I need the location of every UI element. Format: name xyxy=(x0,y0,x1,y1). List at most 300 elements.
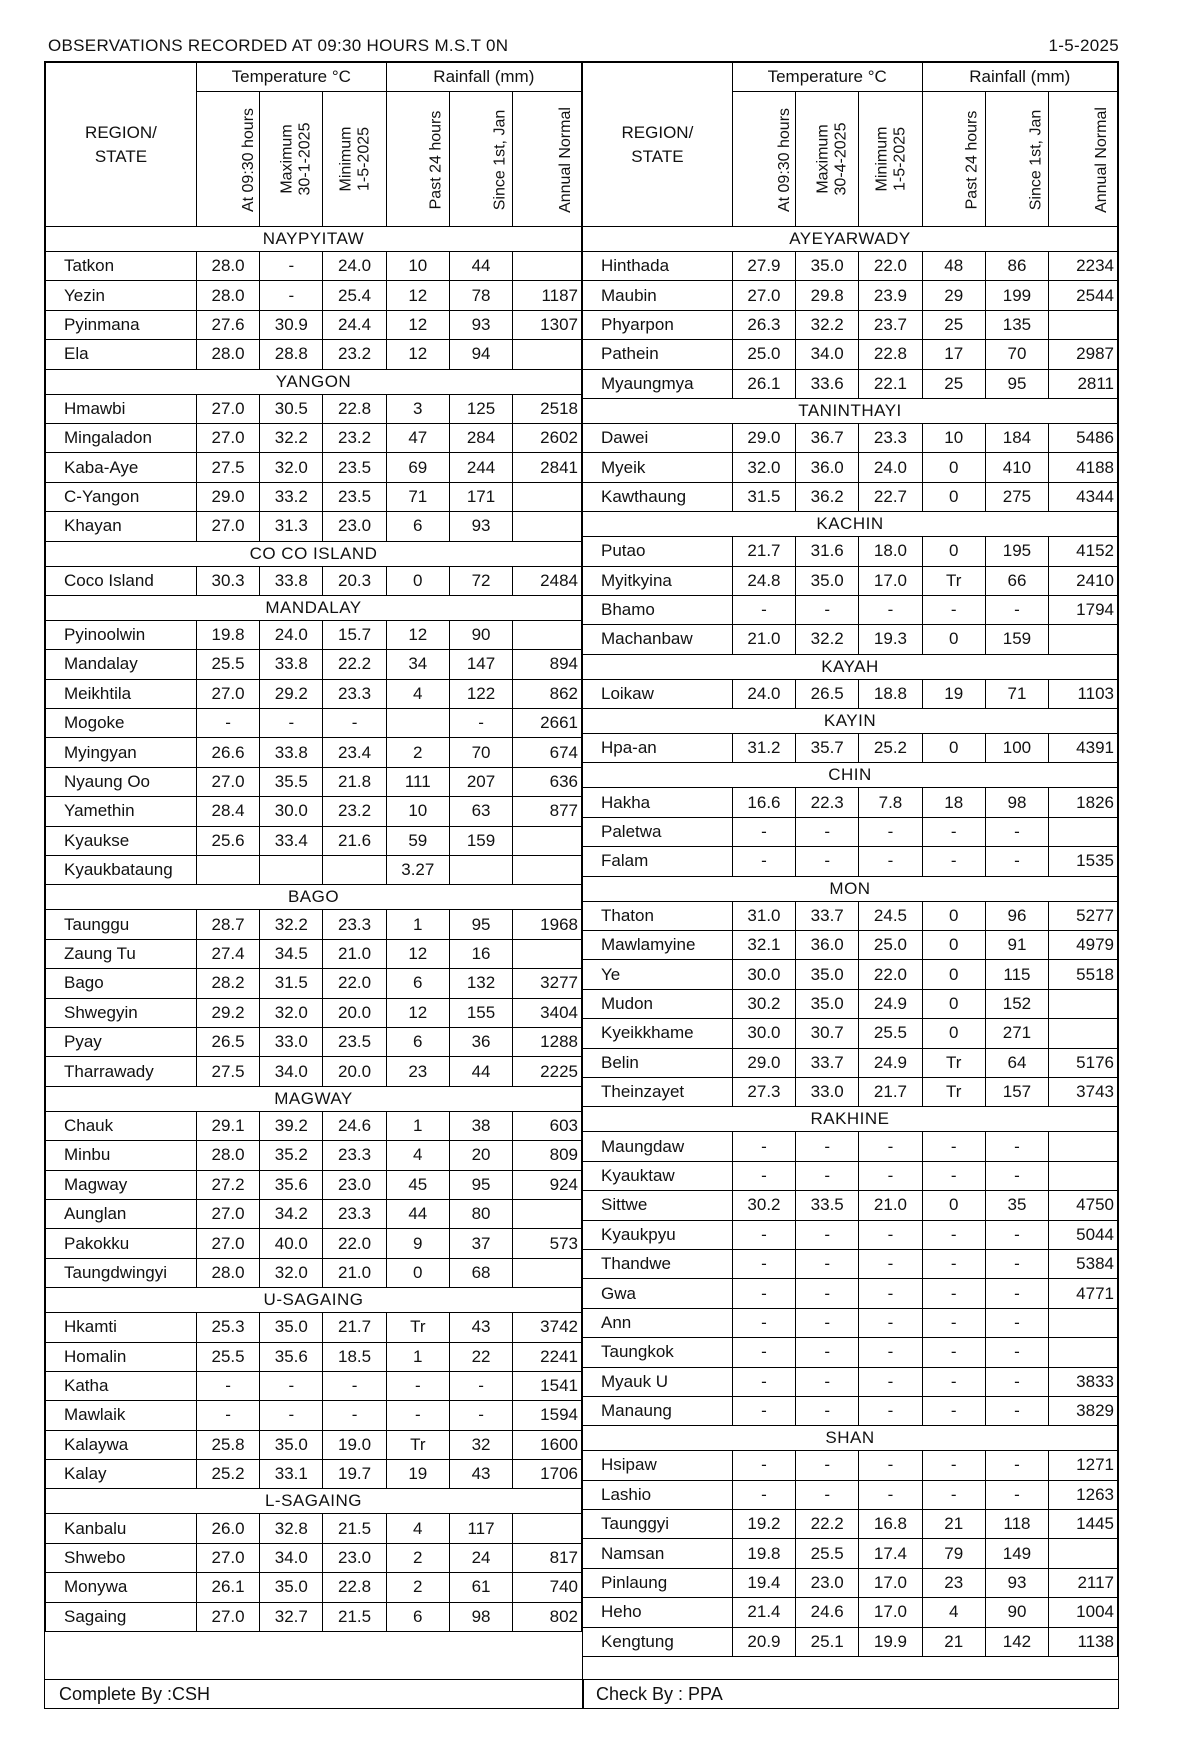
value-cell: - xyxy=(859,1396,922,1425)
value-cell: 72 xyxy=(449,566,512,595)
value-cell: 23.2 xyxy=(323,797,386,826)
table-row xyxy=(46,394,582,423)
value-cell: 23.0 xyxy=(323,1170,386,1199)
observation-sheet xyxy=(44,61,1119,1709)
value-cell: 29.2 xyxy=(260,679,323,708)
value-cell: - xyxy=(922,847,985,876)
value-cell: 23.7 xyxy=(859,310,922,339)
value-cell: 27.0 xyxy=(196,679,259,708)
value-cell xyxy=(513,939,582,968)
section-row xyxy=(583,654,1118,679)
value-cell: 93 xyxy=(449,512,512,541)
report-header xyxy=(44,34,1119,58)
value-cell: 6 xyxy=(386,512,449,541)
value-cell: 31.5 xyxy=(260,969,323,998)
value-cell: 35.0 xyxy=(796,252,859,281)
column-header xyxy=(732,92,795,227)
value-cell: 19.8 xyxy=(196,620,259,649)
value-cell: 34.2 xyxy=(260,1199,323,1228)
value-cell: 147 xyxy=(449,650,512,679)
value-cell: 4344 xyxy=(1049,482,1118,511)
value-cell: 4 xyxy=(386,679,449,708)
value-cell: 24.9 xyxy=(859,1048,922,1077)
station-name: Bhamo xyxy=(583,595,733,624)
value-cell: 66 xyxy=(985,566,1048,595)
value-cell: 2234 xyxy=(1049,252,1118,281)
value-cell: - xyxy=(260,281,323,310)
column-header-text: Minimum 1-5-2025 xyxy=(337,126,373,192)
value-cell: 32.8 xyxy=(260,1514,323,1543)
value-cell: - xyxy=(922,595,985,624)
value-cell: - xyxy=(796,817,859,846)
station-name: Myeik xyxy=(583,453,733,482)
table-row xyxy=(583,340,1118,369)
station-name: Coco Island xyxy=(46,566,197,595)
value-cell: 1541 xyxy=(513,1371,582,1400)
section-row xyxy=(46,595,582,620)
value-cell: 817 xyxy=(513,1543,582,1572)
station-name: Ann xyxy=(583,1308,733,1337)
value-cell: - xyxy=(732,847,795,876)
value-cell: - xyxy=(859,847,922,876)
table-row xyxy=(46,1573,582,1602)
value-cell: 171 xyxy=(449,482,512,511)
value-cell: 24.8 xyxy=(732,566,795,595)
value-cell: 21.5 xyxy=(323,1602,386,1631)
section-row xyxy=(583,876,1118,901)
value-cell: Tr xyxy=(922,1077,985,1106)
value-cell: - xyxy=(732,1480,795,1509)
value-cell: 29.2 xyxy=(196,998,259,1027)
value-cell: 12 xyxy=(386,998,449,1027)
value-cell: 1826 xyxy=(1049,788,1118,817)
value-cell: 24.0 xyxy=(323,252,386,281)
station-name: Kalaywa xyxy=(46,1430,197,1459)
value-cell: 30.0 xyxy=(732,960,795,989)
table-row xyxy=(583,1279,1118,1308)
value-cell: 33.7 xyxy=(796,901,859,930)
value-cell: 2841 xyxy=(513,453,582,482)
header-row-groups xyxy=(46,63,582,92)
value-cell: 30.9 xyxy=(260,310,323,339)
station-name: Nyaung Oo xyxy=(46,767,197,796)
table-row xyxy=(583,931,1118,960)
value-cell: - xyxy=(796,1308,859,1337)
value-cell: - xyxy=(796,1249,859,1278)
station-name: Hmawbi xyxy=(46,394,197,423)
report-title: OBSERVATIONS RECORDED AT 09:30 HOURS M.S.T 0N xyxy=(48,36,509,55)
region-section-heading: AYEYARWADY xyxy=(583,227,1118,252)
station-name: Kyaukpyu xyxy=(583,1220,733,1249)
value-cell: 25.0 xyxy=(859,931,922,960)
value-cell: - xyxy=(732,1367,795,1396)
value-cell: 28.0 xyxy=(196,281,259,310)
value-cell: - xyxy=(985,595,1048,624)
value-cell: 3829 xyxy=(1049,1396,1118,1425)
table-row xyxy=(46,1170,582,1199)
value-cell: 27.4 xyxy=(196,939,259,968)
value-cell: 98 xyxy=(449,1602,512,1631)
value-cell: 125 xyxy=(449,394,512,423)
value-cell: 5176 xyxy=(1049,1048,1118,1077)
value-cell: 2 xyxy=(386,1543,449,1572)
table-row xyxy=(583,960,1118,989)
station-name: Kaba-Aye xyxy=(46,453,197,482)
table-row xyxy=(583,1568,1118,1597)
value-cell: 159 xyxy=(985,625,1048,654)
value-cell xyxy=(1049,1308,1118,1337)
table-row xyxy=(583,679,1118,708)
station-name: Phyarpon xyxy=(583,310,733,339)
station-name: Kanbalu xyxy=(46,1514,197,1543)
value-cell: - xyxy=(922,1396,985,1425)
value-cell: 19.7 xyxy=(323,1460,386,1489)
value-cell: 70 xyxy=(985,340,1048,369)
value-cell: 30.0 xyxy=(260,797,323,826)
value-cell: 21.4 xyxy=(732,1598,795,1627)
value-cell: 12 xyxy=(386,281,449,310)
value-cell: 35.7 xyxy=(796,734,859,763)
footer-divider xyxy=(582,1680,584,1708)
value-cell: - xyxy=(922,817,985,846)
value-cell: 0 xyxy=(386,1258,449,1287)
table-row xyxy=(583,453,1118,482)
value-cell: 23.0 xyxy=(323,1543,386,1572)
value-cell: 18.8 xyxy=(859,679,922,708)
value-cell: 23 xyxy=(922,1568,985,1597)
station-name: Sittwe xyxy=(583,1191,733,1220)
value-cell: 20.0 xyxy=(323,1057,386,1086)
value-cell: 3742 xyxy=(513,1313,582,1342)
value-cell: 25.6 xyxy=(196,826,259,855)
value-cell: 68 xyxy=(449,1258,512,1287)
value-cell: - xyxy=(260,1371,323,1400)
value-cell: 40.0 xyxy=(260,1229,323,1258)
value-cell: 27.6 xyxy=(196,310,259,339)
table-row xyxy=(583,989,1118,1018)
value-cell: 924 xyxy=(513,1170,582,1199)
column-header-text: At 09:30 hours xyxy=(775,107,793,213)
value-cell: 21.7 xyxy=(732,537,795,566)
value-cell: 95 xyxy=(449,1170,512,1199)
table-row xyxy=(583,1338,1118,1367)
value-cell xyxy=(513,512,582,541)
value-cell: 22.2 xyxy=(796,1510,859,1539)
value-cell: 30.3 xyxy=(196,566,259,595)
value-cell: 142 xyxy=(985,1627,1048,1656)
value-cell: 25.8 xyxy=(196,1430,259,1459)
value-cell: 4979 xyxy=(1049,931,1118,960)
value-cell: 4 xyxy=(386,1514,449,1543)
table-row xyxy=(583,1396,1118,1425)
header-row-groups xyxy=(583,63,1118,92)
value-cell: 19 xyxy=(386,1460,449,1489)
table-row xyxy=(46,453,582,482)
value-cell: 0 xyxy=(922,625,985,654)
value-cell: 25 xyxy=(922,369,985,398)
value-cell: 1271 xyxy=(1049,1451,1118,1480)
value-cell: 3833 xyxy=(1049,1367,1118,1396)
station-name: Minbu xyxy=(46,1141,197,1170)
value-cell: 2484 xyxy=(513,566,582,595)
value-cell: - xyxy=(859,1451,922,1480)
value-cell: - xyxy=(196,1371,259,1400)
station-name: Taunggu xyxy=(46,910,197,939)
station-name: Bago xyxy=(46,969,197,998)
region-header xyxy=(46,63,197,227)
value-cell: 33.2 xyxy=(260,482,323,511)
station-name: Falam xyxy=(583,847,733,876)
value-cell: 23.0 xyxy=(796,1568,859,1597)
value-cell: 23.2 xyxy=(323,423,386,452)
value-cell: 1307 xyxy=(513,310,582,339)
value-cell: - xyxy=(732,1308,795,1337)
table-row xyxy=(583,566,1118,595)
value-cell: 0 xyxy=(922,453,985,482)
value-cell: 636 xyxy=(513,767,582,796)
value-cell: 1 xyxy=(386,1111,449,1140)
value-cell: 1187 xyxy=(513,281,582,310)
value-cell: 25.5 xyxy=(796,1539,859,1568)
table-row xyxy=(46,910,582,939)
table-row xyxy=(583,537,1118,566)
value-cell: 22.0 xyxy=(859,960,922,989)
table-row xyxy=(46,1057,582,1086)
value-cell: 157 xyxy=(985,1077,1048,1106)
value-cell: 573 xyxy=(513,1229,582,1258)
section-row xyxy=(583,763,1118,788)
station-name: Shwegyin xyxy=(46,998,197,1027)
region-section-heading: SHAN xyxy=(583,1426,1118,1451)
value-cell: 27.0 xyxy=(196,512,259,541)
section-row xyxy=(46,1288,582,1313)
region-section-heading: TANINTHAYI xyxy=(583,398,1118,423)
value-cell: 15.7 xyxy=(323,620,386,649)
value-cell: 17.0 xyxy=(859,1568,922,1597)
value-cell: 33.8 xyxy=(260,650,323,679)
station-name: Yamethin xyxy=(46,797,197,826)
value-cell: - xyxy=(796,1367,859,1396)
value-cell: 35.2 xyxy=(260,1141,323,1170)
value-cell: - xyxy=(985,1132,1048,1161)
table-row xyxy=(583,1539,1118,1568)
value-cell: - xyxy=(985,1249,1048,1278)
value-cell xyxy=(386,709,449,738)
value-cell: 25.2 xyxy=(196,1460,259,1489)
table-row xyxy=(583,901,1118,930)
station-name: Machanbaw xyxy=(583,625,733,654)
value-cell xyxy=(1049,1132,1118,1161)
value-cell: 118 xyxy=(985,1510,1048,1539)
value-cell: - xyxy=(859,1132,922,1161)
station-name: Belin xyxy=(583,1048,733,1077)
table-row xyxy=(583,847,1118,876)
value-cell: 27.0 xyxy=(196,1229,259,1258)
value-cell: 23.5 xyxy=(323,453,386,482)
left-observation-table xyxy=(45,62,582,1632)
rainfall-group-header: Rainfall (mm) xyxy=(922,63,1117,92)
value-cell: 207 xyxy=(449,767,512,796)
value-cell: 27.0 xyxy=(196,1199,259,1228)
table-row xyxy=(583,1598,1118,1627)
value-cell: 47 xyxy=(386,423,449,452)
value-cell xyxy=(1049,989,1118,1018)
value-cell: 28.2 xyxy=(196,969,259,998)
value-cell: 29.1 xyxy=(196,1111,259,1140)
value-cell: 91 xyxy=(985,931,1048,960)
station-name: Meikhtila xyxy=(46,679,197,708)
value-cell: 22.1 xyxy=(859,369,922,398)
value-cell: 59 xyxy=(386,826,449,855)
value-cell: 862 xyxy=(513,679,582,708)
station-name: Monywa xyxy=(46,1573,197,1602)
value-cell xyxy=(513,1199,582,1228)
value-cell: 410 xyxy=(985,453,1048,482)
value-cell: 32 xyxy=(449,1430,512,1459)
table-row xyxy=(46,1401,582,1430)
value-cell: 9 xyxy=(386,1229,449,1258)
column-header xyxy=(859,92,922,227)
value-cell: - xyxy=(859,595,922,624)
value-cell: 100 xyxy=(985,734,1048,763)
value-cell: - xyxy=(859,1367,922,1396)
value-cell: 79 xyxy=(922,1539,985,1568)
value-cell: 3404 xyxy=(513,998,582,1027)
value-cell: 155 xyxy=(449,998,512,1027)
value-cell: - xyxy=(985,847,1048,876)
value-cell: 23.3 xyxy=(859,423,922,452)
value-cell xyxy=(1049,1019,1118,1048)
table-row xyxy=(583,310,1118,339)
value-cell: 33.5 xyxy=(796,1191,859,1220)
value-cell: 5044 xyxy=(1049,1220,1118,1249)
value-cell: 24.0 xyxy=(260,620,323,649)
value-cell: 22.2 xyxy=(323,650,386,679)
value-cell: Tr xyxy=(386,1430,449,1459)
value-cell: 23.5 xyxy=(323,482,386,511)
value-cell: 1600 xyxy=(513,1430,582,1459)
station-name: Maungdaw xyxy=(583,1132,733,1161)
value-cell: 23.5 xyxy=(323,1027,386,1056)
value-cell: - xyxy=(260,709,323,738)
value-cell: - xyxy=(196,1401,259,1430)
value-cell: - xyxy=(922,1338,985,1367)
value-cell: 21.0 xyxy=(323,939,386,968)
checked-by-label: Check By : PPA xyxy=(596,1684,723,1704)
value-cell: 149 xyxy=(985,1539,1048,1568)
value-cell: - xyxy=(922,1249,985,1278)
value-cell: 16 xyxy=(449,939,512,968)
value-cell xyxy=(1049,310,1118,339)
table-row xyxy=(46,252,582,281)
station-name: Putao xyxy=(583,537,733,566)
value-cell: 23.9 xyxy=(859,281,922,310)
value-cell: 35.0 xyxy=(796,566,859,595)
value-cell: 43 xyxy=(449,1460,512,1489)
value-cell: 48 xyxy=(922,252,985,281)
value-cell: 894 xyxy=(513,650,582,679)
value-cell: 152 xyxy=(985,989,1048,1018)
station-name: Tatkon xyxy=(46,252,197,281)
value-cell: 19.8 xyxy=(732,1539,795,1568)
value-cell: - xyxy=(985,1451,1048,1480)
value-cell: 29 xyxy=(922,281,985,310)
value-cell: 28.0 xyxy=(196,1141,259,1170)
value-cell xyxy=(513,620,582,649)
value-cell: 22.7 xyxy=(859,482,922,511)
value-cell: 32.1 xyxy=(732,931,795,960)
value-cell: 159 xyxy=(449,826,512,855)
value-cell: 28.8 xyxy=(260,340,323,369)
value-cell: 23.3 xyxy=(323,679,386,708)
table-row xyxy=(46,1229,582,1258)
value-cell: 2117 xyxy=(1049,1568,1118,1597)
region-header xyxy=(583,63,733,227)
value-cell: 1706 xyxy=(513,1460,582,1489)
station-name: Paletwa xyxy=(583,817,733,846)
table-row xyxy=(46,1141,582,1170)
value-cell: 23.4 xyxy=(323,738,386,767)
value-cell: - xyxy=(386,1401,449,1430)
value-cell: - xyxy=(449,709,512,738)
station-name: Taungdwingyi xyxy=(46,1258,197,1287)
value-cell xyxy=(196,856,259,885)
station-name: Pyinoolwin xyxy=(46,620,197,649)
station-name: Mogoke xyxy=(46,709,197,738)
table-row xyxy=(583,1249,1118,1278)
value-cell: 26.3 xyxy=(732,310,795,339)
region-header-line: REGION/ xyxy=(85,122,157,142)
table-row xyxy=(46,709,582,738)
value-cell: 98 xyxy=(985,788,1048,817)
value-cell: 0 xyxy=(922,960,985,989)
value-cell: - xyxy=(323,1401,386,1430)
station-name: Taunggyi xyxy=(583,1510,733,1539)
value-cell: 674 xyxy=(513,738,582,767)
value-cell: 6 xyxy=(386,969,449,998)
value-cell: 28.0 xyxy=(196,340,259,369)
station-name: Kalay xyxy=(46,1460,197,1489)
station-name: Pinlaung xyxy=(583,1568,733,1597)
column-header-text: Past 24 hours xyxy=(962,110,980,210)
value-cell: 18 xyxy=(922,788,985,817)
table-row xyxy=(583,788,1118,817)
value-cell: 603 xyxy=(513,1111,582,1140)
value-cell: - xyxy=(323,709,386,738)
table-row xyxy=(46,482,582,511)
region-header-line: STATE xyxy=(94,146,148,166)
region-section-heading: BAGO xyxy=(46,885,582,910)
station-name: Chauk xyxy=(46,1111,197,1140)
value-cell: Tr xyxy=(386,1313,449,1342)
value-cell: 20.0 xyxy=(323,998,386,1027)
value-cell: - xyxy=(796,1480,859,1509)
value-cell: 96 xyxy=(985,901,1048,930)
value-cell: 1968 xyxy=(513,910,582,939)
value-cell: 21.7 xyxy=(859,1077,922,1106)
value-cell: 35.0 xyxy=(260,1430,323,1459)
value-cell: 3.27 xyxy=(386,856,449,885)
value-cell: 32.0 xyxy=(260,453,323,482)
section-row xyxy=(46,885,582,910)
value-cell: 12 xyxy=(386,939,449,968)
value-cell: 21 xyxy=(922,1627,985,1656)
value-cell: - xyxy=(732,1338,795,1367)
section-row xyxy=(46,227,582,252)
table-row xyxy=(46,1514,582,1543)
station-name: Hinthada xyxy=(583,252,733,281)
value-cell: 1103 xyxy=(1049,679,1118,708)
